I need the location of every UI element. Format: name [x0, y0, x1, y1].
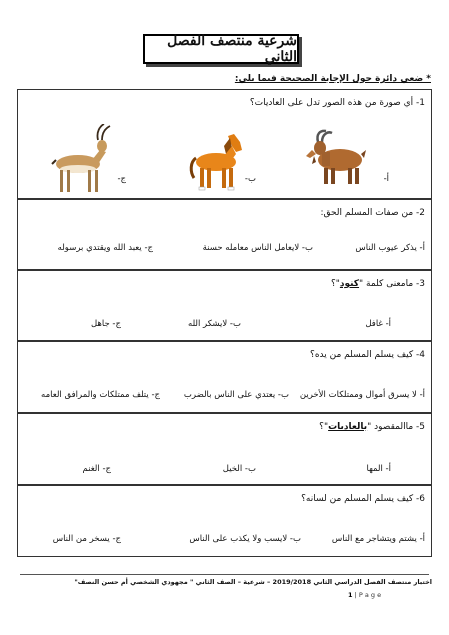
- question-1-option-b-label[interactable]: ب-: [244, 174, 256, 184]
- question-3-option-a[interactable]: أ- غافل: [365, 319, 391, 329]
- page-number: [348, 591, 381, 599]
- question-5-text: [319, 422, 425, 432]
- question-1-text: 1- أي صورة من هذه الصور تدل على العاديات؟: [249, 98, 425, 108]
- horse-icon[interactable]: [184, 132, 248, 194]
- question-1-option-c-label[interactable]: ج-: [117, 174, 126, 184]
- question-4-box: [17, 341, 432, 413]
- question-3-suffix: "؟: [330, 279, 340, 289]
- question-5-option-a[interactable]: أ- المها: [366, 464, 391, 474]
- question-2-box: [17, 199, 432, 270]
- page-number-value: 1: [348, 591, 353, 599]
- gazelle-icon[interactable]: [40, 124, 120, 196]
- question-1-box: [17, 89, 432, 199]
- question-6-text: 6- كيف يسلم المسلم من لسانه؟: [301, 494, 425, 504]
- question-2-option-b[interactable]: ب- لايعامل الناس معامله حسنة: [202, 243, 313, 253]
- question-5-prefix: 5- ماالمقصود ": [367, 422, 425, 432]
- question-4-option-b[interactable]: ب- يعتدي على الناس بالضرب: [183, 390, 289, 400]
- question-6-box: [17, 485, 432, 557]
- question-2-text: 2- من صفات المسلم الحق:: [320, 208, 425, 218]
- question-2-option-c[interactable]: ج- يعبد الله ويقتدي برسوله: [57, 243, 153, 253]
- question-4-text: 4- كيف يسلم المسلم من يده؟: [310, 350, 425, 360]
- question-4-option-c[interactable]: ج- يتلف ممتلكات والمرافق العامه: [41, 390, 160, 400]
- question-3-option-b[interactable]: ب- لايشكر الله: [188, 319, 241, 329]
- question-3-text: [331, 279, 425, 289]
- question-5-suffix: "؟: [319, 422, 329, 432]
- page-label: | P a g e: [354, 591, 382, 599]
- question-5-option-b[interactable]: ب- الخيل: [222, 464, 256, 474]
- question-3-prefix: 3- مامعنى كلمة ": [359, 279, 425, 289]
- question-5-keyword: بالعاديات: [328, 422, 368, 432]
- question-4-option-a[interactable]: أ- لا يسرق أموال وممتلكات الأخرين: [299, 390, 425, 400]
- worksheet-title: شرعية منتصف الفصل الثاني: [143, 34, 299, 64]
- question-6-option-c[interactable]: ج- يسخر من الناس: [52, 534, 121, 544]
- question-1-option-a-label[interactable]: أ-: [383, 174, 389, 184]
- footer-text: اختبار منتصف الفصل الدراسي الثاني 2019/2018 – شرعية – الصف الثاني " مجهودي الشخصي أم حسن النصف": [74, 578, 432, 586]
- question-3-option-c[interactable]: ج- جاهل: [90, 319, 121, 329]
- question-2-option-a[interactable]: أ- يذكر عيوب الناس: [355, 243, 425, 253]
- question-3-keyword: كنود: [339, 279, 360, 289]
- question-6-option-a[interactable]: أ- يشتم ويتشاجر مع الناس: [331, 534, 425, 544]
- question-3-box: [17, 270, 432, 341]
- question-5-option-c[interactable]: ج- الغنم: [82, 464, 111, 474]
- goat-icon[interactable]: [298, 128, 370, 188]
- instruction-text: * ضعي دائرة حول الإجابة الصحيحة فيما يلي:: [234, 74, 431, 84]
- question-6-option-b[interactable]: ب- لايسب ولا يكذب على الناس: [189, 534, 301, 544]
- question-5-box: [17, 413, 432, 485]
- footer-divider: [20, 574, 429, 575]
